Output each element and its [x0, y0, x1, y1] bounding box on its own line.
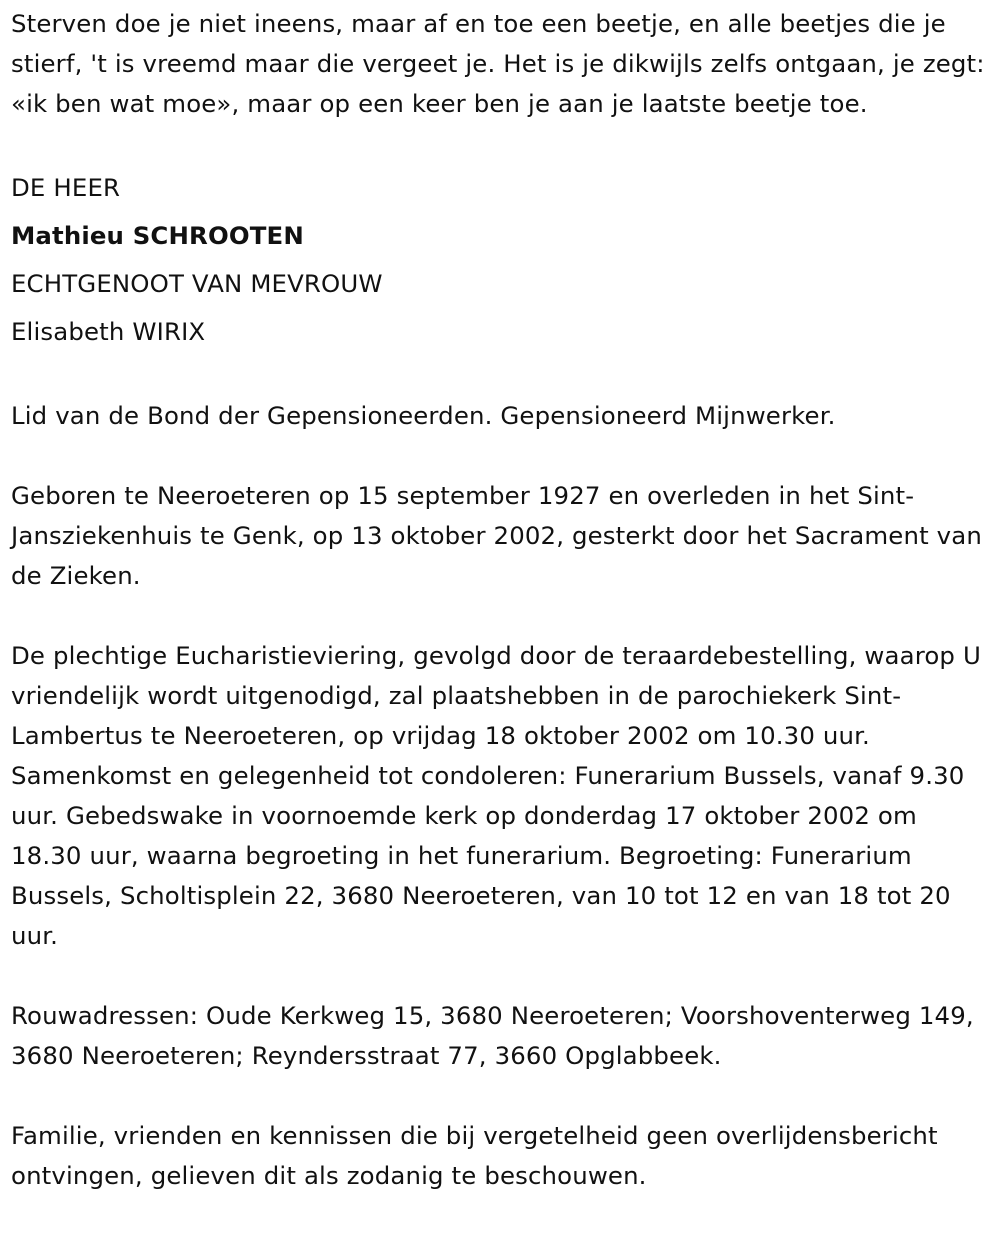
- spacer: [11, 124, 991, 164]
- honorific-title: DE HEER: [11, 173, 121, 202]
- poem-paragraph: Sterven doe je niet ineens, maar af en toe een beetje, en alle beetjes die je stierf, 't is vreemd maar die vergeet je. Het is je dikwijls zelfs ontgaan, je zegt: «ik ben wat moe», maar op een keer ben je aan je laatste beetje toe.: [11, 9, 985, 118]
- obituary-document: [11, 4, 991, 1196]
- spouse-name: Elisabeth WIRIX: [11, 317, 206, 346]
- membership-paragraph: Lid van de Bond der Gepensioneerden. Gepensioneerd Mijnwerker.: [11, 401, 836, 430]
- spacer: [11, 956, 991, 996]
- relation-line: ECHTGENOOT VAN MEVROUW: [11, 269, 383, 298]
- addresses-paragraph: Rouwadressen: Oude Kerkweg 15, 3680 Neeroeteren; Voorshoventerweg 149, 3680 Neeroeteren; Reyndersstraat 77, 3660 Opglabbeek.: [11, 1001, 974, 1070]
- spacer: [11, 436, 991, 476]
- closing-paragraph: Familie, vrienden en kennissen die bij vergetelheid geen overlijdensbericht ontvingen, gelieven dit als zodanig te beschouwen.: [11, 1121, 938, 1190]
- spacer: [11, 356, 991, 396]
- birth-death-paragraph: Geboren te Neeroeteren op 15 september 1927 en overleden in het Sint-Jansziekenhuis te Genk, op 13 oktober 2002, gesterkt door het Sacrament van de Zieken.: [11, 481, 982, 590]
- spacer: [11, 1076, 991, 1116]
- spacer: [11, 596, 991, 636]
- deceased-name: Mathieu SCHROOTEN: [11, 221, 304, 250]
- ceremony-paragraph: De plechtige Eucharistieviering, gevolgd door de teraardebestelling, waarop U vriendelijk wordt uitgenodigd, zal plaatshebben in de parochiekerk Sint-Lambertus te Neeroeteren, op vrijdag 18 oktober 2002 om 10.30 uur. Samenkomst en gelegenheid tot condoleren: Funerarium Bussels, vanaf 9.30 uur. Gebedswake in voornoemde kerk op donderdag 17 oktober 2002 om 18.30 uur, waarna begroeting in het funerarium. Begroeting: Funerarium Bussels, Scholtisplein 22, 3680 Neeroeteren, van 10 tot 12 en van 18 tot 20 uur.: [11, 641, 981, 950]
